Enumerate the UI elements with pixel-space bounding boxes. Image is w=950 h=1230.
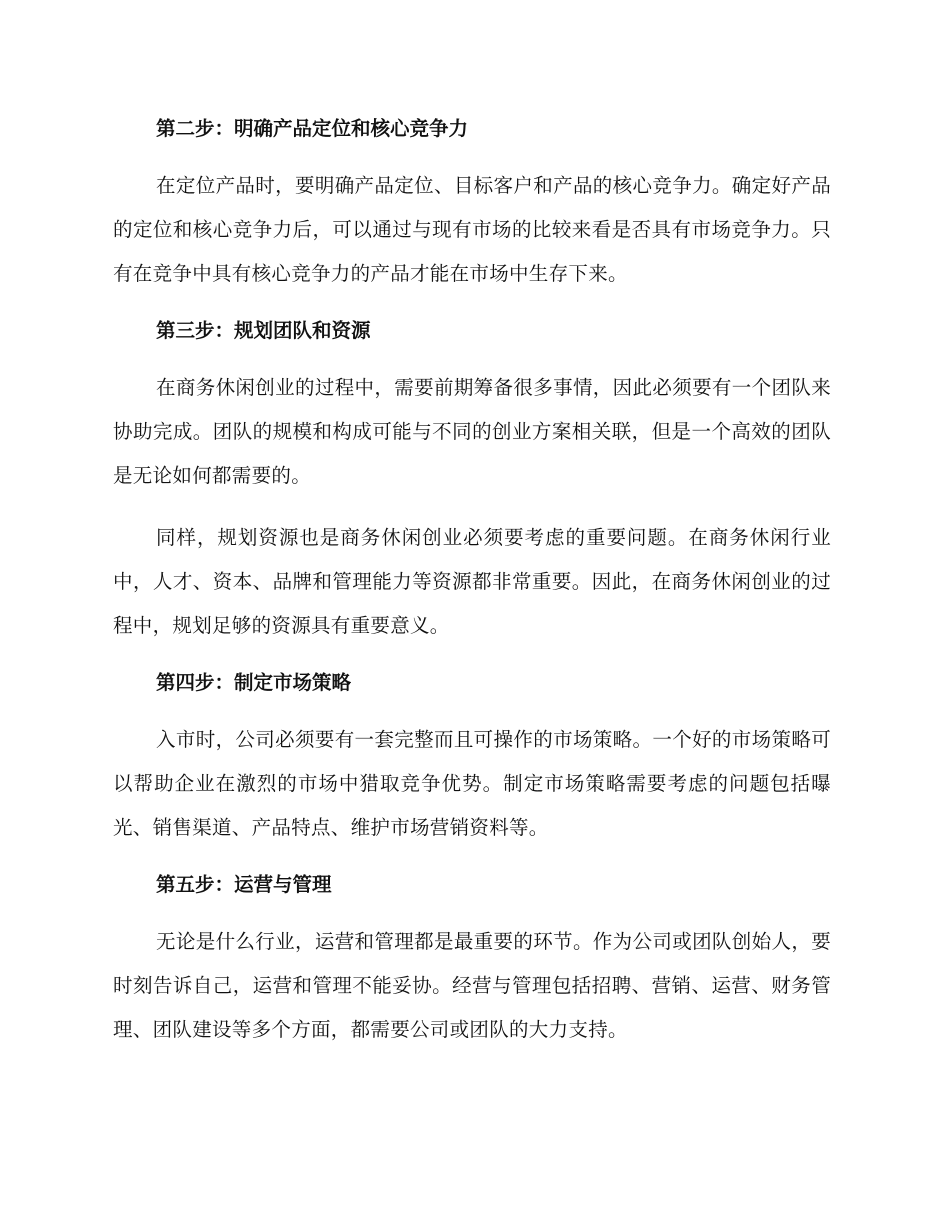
section-heading-step-5: 第五步：运营与管理: [156, 873, 332, 896]
section-heading-step-3: 第三步：规划团队和资源: [156, 319, 371, 342]
section-heading-step-2: 第二步：明确产品定位和核心竞争力: [156, 117, 469, 140]
section-heading-step-4: 第四步：制定市场策略: [156, 671, 352, 694]
document-page: [113, 112, 831, 1070]
paragraph: 无论是什么行业，运营和管理都是最重要的环节。作为公司或团队创始人，要时刻告诉自己，运营和管理不能妥协。经营与管理包括招聘、营销、运营、财务管理、团队建设等多个方面，都需要公司或团队的大力支持。: [113, 930, 831, 1041]
paragraph: 在商务休闲创业的过程中，需要前期筹备很多事情，因此必须要有一个团队来协助完成。团队的规模和构成可能与不同的创业方案相关联，但是一个高效的团队是无论如何都需要的。: [113, 376, 831, 487]
paragraph: 同样，规划资源也是商务休闲创业必须要考虑的重要问题。在商务休闲行业中，人才、资本、品牌和管理能力等资源都非常重要。因此，在商务休闲创业的过程中，规划足够的资源具有重要意义。: [113, 526, 831, 637]
paragraph: 在定位产品时，要明确产品定位、目标客户和产品的核心竞争力。确定好产品的定位和核心竞争力后，可以通过与现有市场的比较来看是否具有市场竞争力。只有在竞争中具有核心竞争力的产品才能在市场中生存下来。: [113, 174, 831, 285]
paragraph: 入市时，公司必须要有一套完整而且可操作的市场策略。一个好的市场策略可以帮助企业在激烈的市场中猎取竞争优势。制定市场策略需要考虑的问题包括曝光、销售渠道、产品特点、维护市场营销资料等。: [113, 728, 831, 839]
